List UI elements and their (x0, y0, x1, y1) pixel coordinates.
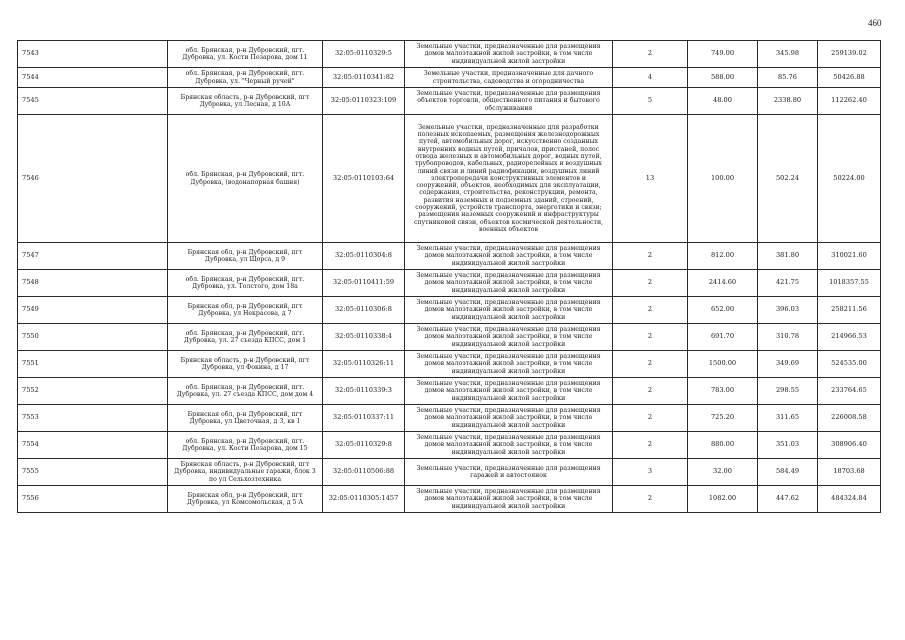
cadastral-value-cell: 1018357.55 (818, 270, 881, 297)
specific-value-cell: 2338.80 (758, 88, 818, 115)
land-use-cell: Земельные участки, предназначенные для размещения домов малоэтажной жилой застройки, в том числе индивидуальной жилой застройки (405, 41, 613, 68)
row-number: 7544 (18, 68, 168, 88)
specific-value-cell: 85.76 (758, 68, 818, 88)
row-number: 7551 (18, 351, 168, 378)
group-code-cell: 2 (613, 270, 688, 297)
row-number: 7545 (18, 88, 168, 115)
row-number: 7548 (18, 270, 168, 297)
specific-value-cell: 381.80 (758, 243, 818, 270)
land-use-cell: Земельные участки, предназначенные для разработки полезных ископаемых, размещения железнодорожных путей, автомобильных дорог, искусственно созданных внутренних водных путей, причалов, пристаней, полос отвода железных и автомобильных дорог, водных путей, трубопроводов, кабельных, радиорелейных и воздушных линий связи и линий радиофикации, воздушных линий электропередачи конструктивных элементов и сооружений, объектов, необходимых для эксплуатации, содержания, строительства, реконструкции, ремонта, развития наземных и подземных зданий, строений, сооружений, устройств транспорта, энергетики и связи; размещения наземных сооружений и инфраструктуры спутниковой связи, объектов космической деятельности, военных объектов (405, 115, 613, 243)
cadastral-number-cell: 32:05:0110338:4 (323, 324, 405, 351)
land-use-cell: Земельные участки, предназначенные для размещения гаражей и автостоянок (405, 459, 613, 486)
table-row (18, 88, 881, 115)
group-code-cell: 2 (613, 41, 688, 68)
specific-value-cell: 310.78 (758, 324, 818, 351)
cadastral-value-cell: 310021.60 (818, 243, 881, 270)
area-cell: 32.00 (688, 459, 758, 486)
table-row (18, 351, 881, 378)
area-cell: 652.00 (688, 297, 758, 324)
area-cell: 783.00 (688, 378, 758, 405)
land-use-cell: Земельные участки, предназначенные для размещения домов малоэтажной жилой застройки, в том числе индивидуальной жилой застройки (405, 378, 613, 405)
table-row (18, 459, 881, 486)
address-cell: Брянская область, р-н Дубровский, пгт Дубровка, ул Лесная, д 10А (168, 88, 323, 115)
table-row (18, 41, 881, 68)
specific-value-cell: 447.62 (758, 486, 818, 513)
cadastral-number-cell: 32:05:0110339:3 (323, 378, 405, 405)
cadastral-number-cell: 32:05:0110329:5 (323, 41, 405, 68)
land-use-cell: Земельные участки, предназначенные для размещения домов малоэтажной жилой застройки, в том числе индивидуальной жилой застройки (405, 297, 613, 324)
row-number: 7554 (18, 432, 168, 459)
area-cell: 48.00 (688, 88, 758, 115)
table-row (18, 405, 881, 432)
specific-value-cell: 421.75 (758, 270, 818, 297)
specific-value-cell: 396.03 (758, 297, 818, 324)
address-cell: Брянская обл, р-н Дубровский, пгт Дубровка, ул Цветочная, д 3, кв 1 (168, 405, 323, 432)
address-cell: обл. Брянская, р-н Дубровский, пгт. Дубровка, (водонапорная башня) (168, 115, 323, 243)
cadastral-number-cell: 32:05:0110329:8 (323, 432, 405, 459)
address-cell: Брянская обл, р-н Дубровский, пгт Дубровка, ул Комсомольская, д 5 А (168, 486, 323, 513)
address-cell: обл. Брянская, р-н Дубровский, пгт. Дубровка, ул. Кости Позарова, дом 15 (168, 432, 323, 459)
cadastral-value-cell: 233764.65 (818, 378, 881, 405)
table-row (18, 297, 881, 324)
table-row (18, 115, 881, 243)
group-code-cell: 2 (613, 324, 688, 351)
address-cell: Брянская область, р-н Дубровский, пгт Дубровка, индивидуальные гаражи, блок 3 по ул Сельхозтехника (168, 459, 323, 486)
group-code-cell: 2 (613, 405, 688, 432)
land-use-cell: Земельные участки, предназначенные для размещения домов малоэтажной жилой застройки, в том числе индивидуальной жилой застройки (405, 405, 613, 432)
table-row (18, 324, 881, 351)
table-row (18, 68, 881, 88)
specific-value-cell: 345.98 (758, 41, 818, 68)
specific-value-cell: 584.49 (758, 459, 818, 486)
cadastral-value-cell: 18703.68 (818, 459, 881, 486)
area-cell: 1500.00 (688, 351, 758, 378)
land-use-cell: Земельные участки, предназначенные для размещения домов малоэтажной жилой застройки, в том числе индивидуальной жилой застройки (405, 486, 613, 513)
row-number: 7543 (18, 41, 168, 68)
group-code-cell: 13 (613, 115, 688, 243)
land-use-cell: Земельные участки, предназначенные для дачного строительства, садоводства и огородничества (405, 68, 613, 88)
cadastral-value-cell: 524535.00 (818, 351, 881, 378)
cadastral-value-cell: 484324.84 (818, 486, 881, 513)
row-number: 7550 (18, 324, 168, 351)
area-cell: 749.00 (688, 41, 758, 68)
cadastral-number-cell: 32:05:0110326:11 (323, 351, 405, 378)
table-row (18, 270, 881, 297)
address-cell: обл. Брянская, р-н Дубровский, пгт. Дубровка, ул. 27 съезда КПСС, дом дом 4 (168, 378, 323, 405)
group-code-cell: 5 (613, 88, 688, 115)
cadastral-value-cell: 308906.40 (818, 432, 881, 459)
cadastral-number-cell: 32:05:0110304:8 (323, 243, 405, 270)
area-cell: 2414.60 (688, 270, 758, 297)
land-use-cell: Земельные участки, предназначенные для размещения домов малоэтажной жилой застройки, в том числе индивидуальной жилой застройки (405, 432, 613, 459)
land-use-cell: Земельные участки, предназначенные для размещения объектов торговли, общественного питания и бытового обслуживания (405, 88, 613, 115)
land-use-cell: Земельные участки, предназначенные для размещения домов малоэтажной жилой застройки, в том числе индивидуальной жилой застройки (405, 243, 613, 270)
group-code-cell: 3 (613, 459, 688, 486)
specific-value-cell: 349.69 (758, 351, 818, 378)
table-row (18, 243, 881, 270)
cadastral-number-cell: 32:05:0110306:8 (323, 297, 405, 324)
table-row (18, 432, 881, 459)
specific-value-cell: 351.03 (758, 432, 818, 459)
specific-value-cell: 502.24 (758, 115, 818, 243)
cadastral-value-cell: 112262.40 (818, 88, 881, 115)
group-code-cell: 2 (613, 432, 688, 459)
land-registry-table (17, 40, 881, 513)
cadastral-number-cell: 32:05:0110337:11 (323, 405, 405, 432)
area-cell: 588.00 (688, 68, 758, 88)
area-cell: 812.00 (688, 243, 758, 270)
land-use-cell: Земельные участки, предназначенные для размещения домов малоэтажной жилой застройки, в том числе индивидуальной жилой застройки (405, 270, 613, 297)
cadastral-value-cell: 50224.00 (818, 115, 881, 243)
address-cell: Брянская обл, р-н Дубровский, пгт Дубровка, ул Некрасова, д 7 (168, 297, 323, 324)
table-body (18, 41, 881, 513)
address-cell: обл. Брянская, р-н Дубровский, пгт. Дубровка, ул. "Черный ручей" (168, 68, 323, 88)
page-number: 460 (868, 18, 882, 28)
row-number: 7555 (18, 459, 168, 486)
row-number: 7556 (18, 486, 168, 513)
group-code-cell: 2 (613, 351, 688, 378)
address-cell: обл. Брянская, р-н Дубровский, пгт. Дубровка, ул. Кости Позарова, дом 11 (168, 41, 323, 68)
cadastral-value-cell: 50426.88 (818, 68, 881, 88)
area-cell: 725.20 (688, 405, 758, 432)
table-row (18, 378, 881, 405)
row-number: 7552 (18, 378, 168, 405)
specific-value-cell: 311.65 (758, 405, 818, 432)
area-cell: 1082.00 (688, 486, 758, 513)
land-use-cell: Земельные участки, предназначенные для размещения домов малоэтажной жилой застройки, в том числе индивидуальной жилой застройки (405, 351, 613, 378)
address-cell: Брянская область, р-н Дубровский, пгт Дубровка, ул Фокина, д 17 (168, 351, 323, 378)
cadastral-number-cell: 32:05:0110103:64 (323, 115, 405, 243)
row-number: 7546 (18, 115, 168, 243)
area-cell: 880.00 (688, 432, 758, 459)
cadastral-number-cell: 32:05:0110411:59 (323, 270, 405, 297)
cadastral-value-cell: 258211.56 (818, 297, 881, 324)
cadastral-value-cell: 259139.02 (818, 41, 881, 68)
group-code-cell: 4 (613, 68, 688, 88)
area-cell: 100.00 (688, 115, 758, 243)
row-number: 7547 (18, 243, 168, 270)
cadastral-value-cell: 226008.58 (818, 405, 881, 432)
row-number: 7553 (18, 405, 168, 432)
address-cell: Брянская обл, р-н Дубровский, пгт Дубровка, ул Щорса, д 9 (168, 243, 323, 270)
group-code-cell: 2 (613, 486, 688, 513)
specific-value-cell: 298.55 (758, 378, 818, 405)
group-code-cell: 2 (613, 378, 688, 405)
group-code-cell: 2 (613, 297, 688, 324)
cadastral-number-cell: 32:05:0110506:88 (323, 459, 405, 486)
cadastral-number-cell: 32:05:0110341:82 (323, 68, 405, 88)
cadastral-number-cell: 32:05:0110305:1457 (323, 486, 405, 513)
area-cell: 691.70 (688, 324, 758, 351)
land-use-cell: Земельные участки, предназначенные для размещения домов малоэтажной жилой застройки, в том числе индивидуальной жилой застройки (405, 324, 613, 351)
table-row (18, 486, 881, 513)
cadastral-number-cell: 32:05:0110323:109 (323, 88, 405, 115)
address-cell: обл. Брянская, р-н Дубровский, пгт. Дубровка, ул. 27 съезда КПСС, дом 1 (168, 324, 323, 351)
row-number: 7549 (18, 297, 168, 324)
group-code-cell: 2 (613, 243, 688, 270)
cadastral-value-cell: 214966.53 (818, 324, 881, 351)
address-cell: обл. Брянская, р-н Дубровский, пгт. Дубровка, ул. Толстого, дом 18а (168, 270, 323, 297)
